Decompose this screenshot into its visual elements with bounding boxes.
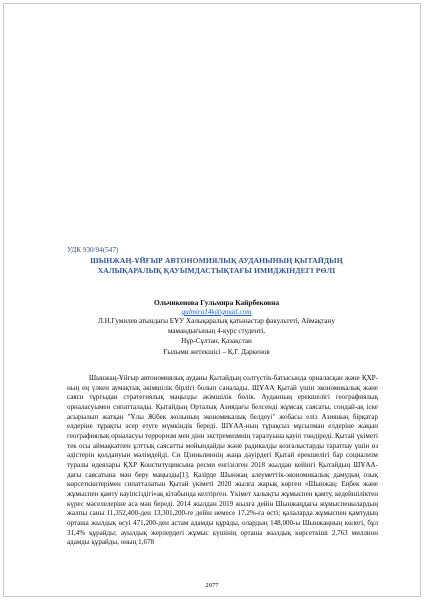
document-page [3, 3, 421, 597]
affiliation-line: Нұр-Сұлтан, Қазақстан [181, 337, 252, 346]
page-number: 2077 [205, 582, 219, 589]
affiliation-line: мамандығының 4-курс студенті, [167, 327, 266, 336]
author-affiliation [44, 316, 389, 357]
udc-code: УДК 930/94(547) [67, 246, 119, 254]
title-line: ХАЛЫҚАРАЛЫҚ ҚАУЫМДАСТЫҚТАҒЫ ИМИДЖІНДЕГІ РӨЛІ [97, 266, 336, 275]
title-line: ШЫНЖАҢ-ҰЙҒЫР АВТОНОМИЯЛЫҚ АУДАНЫНЫҢ ҚЫТАЙДЫҢ [90, 256, 343, 265]
affiliation-line: Ғылыми жетекшісі – Қ.Г. Даркенов [163, 347, 270, 356]
author-name: Ольчикенова Гульмира Кайрбековна [153, 298, 280, 307]
body-text [67, 374, 378, 548]
author-email-link[interactable]: gulmira14k@gmail.com [181, 308, 252, 316]
body-paragraph: Шынжаң-Ұйғыр автономиялық ауданы Қытайдың солтүстік-батысында орналасқан және ҚХР-ның ең үлкен аумақтық әкімшілік бірлігі болып саналады. ШҰАА Қытай үшін экономикалық және саяси тұрғыдан стратегиялық маңызды әкімшілік бөлік. Ауданның ерекшелігі географиялық орналасуымен сипатталады. Қытайдың Орталық Азиядағы белсенді жұмсақ саясаты, сондай-ақ іске асырылып жатқан "Ұлы Жібек жолының экономикалық белдеуі" жобасы еліз Азияның бірқатар елдеріне тұрақты әсер етуге мүмкіндік береді. ШҰАА-ның тұрақсыз мұсылман елдеріне жақын географиялық орналасуы терроризм мен діни экстремизмнің таралуына қауіп төндіреді. Қытай үкіметі тек осы аймақкатпен ұлттық саясатты мойындайды және радикалды козғалыстарды таратпау үшін өз әдістерін қолдануын мәлімдейді. Си Цзиньпиннің жаңа дәуірдегі Қытай ерекшелігі бар социализм туралы идеялары ҚХР Конституциясына ресми енгізілген 2018 жылдан кейінгі Қытайдың ШҰАА-дағы саясатына мән беру маңызды[1]. Қазірде Шынжаң алеуметтік-экономикалық дамудың озық көрсеткіштерімен сипатталатын Қытай үкіметі 2020 жылға жарық көрген «Шынжаң: Еңбек және жұмыспен қамту кауіпсіздігі»ақ кітабында келтірген. Үкімет халықты жұмыспен қамту, кедейшіліктен күрес мәселелеріне аса мән береді. 2014 жылдан 2019 жылға дейін Шынжаңдағы жұмыспенылардың жалпы саны 11,352,400-ден 13,301,200-ге дейін немесе 17,2%-ға өсті; қалаларда жұмыспен қамтудың орташа жылдық өсуі 471,200-ден астам адамды құрады, олардың 148,000-ы Шынжаңның көлегі, бұл 31,4% құрайды; ауылдық жерлердегі жұмыс күшінің орташа жылдық көрсеткіші 2,763 миллион адамды құрайды, оның 1,678 [67, 374, 378, 547]
article-title [44, 256, 389, 276]
affiliation-line: Л.Н.Гумилев атындағы ЕҰУ Халықаралық қатынастар факультеті, Аймақтану [98, 317, 335, 325]
